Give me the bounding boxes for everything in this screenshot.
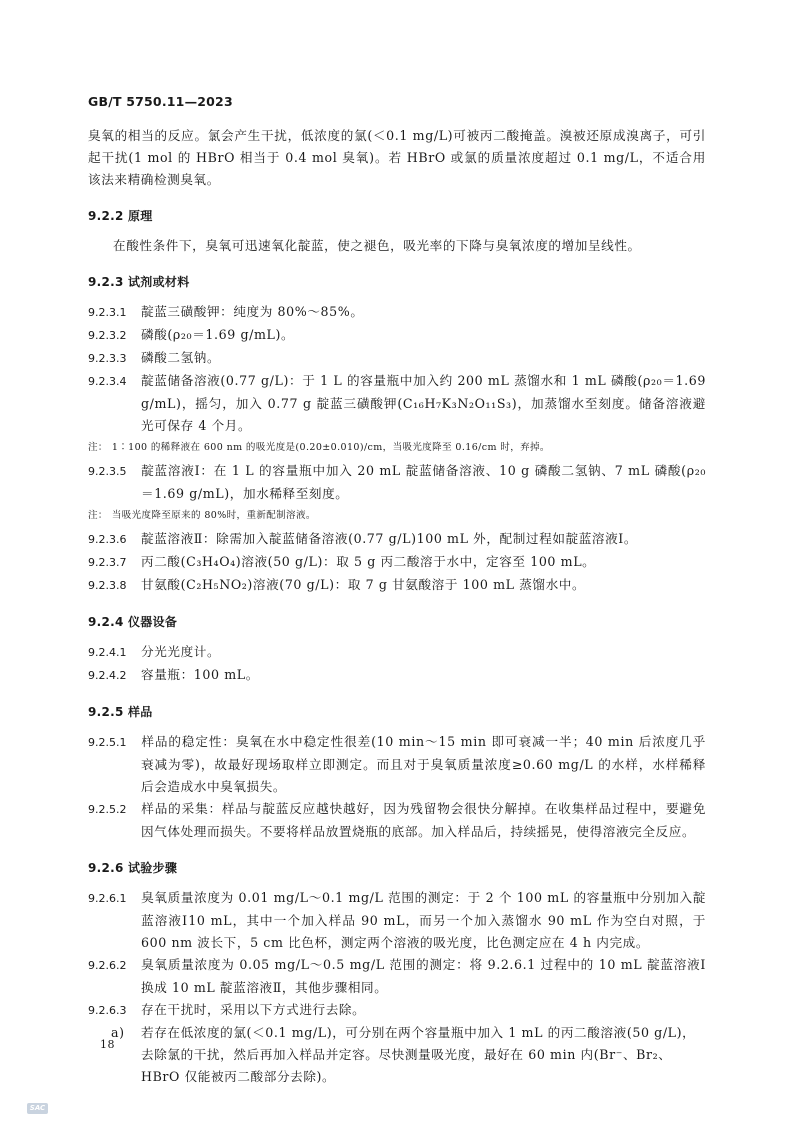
section-title: 样品 — [128, 705, 153, 719]
intro-paragraph: 臭氧的相当的反应。氯会产生干扰，低浓度的氯(＜0.1 mg/L)可被丙二酸掩盖。溴被还原成溴离子，可引起干扰(1 mol 的 HBrO 相当于 0.4 mol 臭氧)。若 HBrO 或氯的质量浓度超过 0.1 mg/L，不适合用该法来精确检测臭氧。 — [88, 128, 706, 187]
note — [88, 507, 706, 525]
clause-text: 靛蓝储备溶液(0.77 g/L)：于 1 L 的容量瓶中加入约 200 mL 蒸馏水和 1 mL 磷酸(ρ₂₀＝1.69 g/mL)，摇匀，加入 0.77 g 靛蓝三磺酸钾(C₁₆H₇K₃N₂O₁₁S₃)，加蒸馏水至刻度。储备溶液避光可保存 4 个月。 — [141, 373, 706, 433]
clause-item — [88, 574, 706, 597]
clause-item — [88, 324, 706, 347]
note-label: 注： — [88, 510, 108, 521]
clause-number: 9.2.3.6 — [88, 533, 127, 546]
section-title: 仪器设备 — [128, 615, 178, 629]
clause-text: 样品的稳定性：臭氧在水中稳定性很差(10 min～15 min 即可衰减一半；40 min 后浓度几乎衰减为零)，故最好现场取样立即测定。而且对于臭氧质量浓度≥0.60 mg/L 的水样，水样稀释后会造成水中臭氧损失。 — [141, 734, 706, 794]
clause-text: 分光光度计。 — [141, 644, 221, 659]
clause-text: 靛蓝溶液Ⅱ：除需加入靛蓝储备溶液(0.77 g/L)100 mL 外，配制过程如靛蓝溶液Ⅰ。 — [141, 531, 638, 546]
clause-item — [88, 954, 706, 999]
sac-logo-icon: SAC — [27, 1103, 48, 1114]
clause-number: 9.2.6.1 — [88, 892, 127, 905]
clause-text: 靛蓝溶液Ⅰ：在 1 L 的容量瓶中加入 20 mL 靛蓝储备溶液、10 g 磷酸二氢钠、7 mL 磷酸(ρ₂₀＝1.69 g/mL)，加水稀释至刻度。 — [141, 463, 706, 501]
clause-number: 9.2.5.2 — [88, 803, 127, 816]
clause-text: 存在干扰时，采用以下方式进行去除。 — [141, 1002, 366, 1017]
clause-item — [88, 301, 706, 324]
clause-item — [88, 999, 706, 1022]
section-title: 试剂或材料 — [128, 275, 190, 289]
sub-item-a — [88, 1022, 706, 1088]
section-title: 原理 — [128, 209, 153, 223]
section-heading-principle — [88, 205, 706, 227]
clause-number: 9.2.6.3 — [88, 1004, 127, 1017]
section-heading-reagents — [88, 271, 706, 293]
clause-number: 9.2.4.1 — [88, 646, 127, 659]
clause-text: 容量瓶：100 mL。 — [141, 667, 259, 682]
clause-item — [88, 460, 706, 505]
sub-item-marker: a) — [111, 1025, 125, 1040]
note-text: 1∶100 的稀释液在 600 nm 的吸光度是(0.20±0.010)/cm，当吸光度降至 0.16/cm 时，弃掉。 — [111, 442, 550, 453]
clause-text: 样品的采集：样品与靛蓝反应越快越好，因为残留物会很快分解掉。在收集样品过程中，要避免因气体处理而损失。不要将样品放置烧瓶的底部。加入样品后，持续摇晃，使得溶液完全反应。 — [141, 801, 706, 839]
sub-item-text: 若存在低浓度的氯(＜0.1 mg/L)，可分别在两个容量瓶中加入 1 mL 的丙二酸溶液(50 g/L)，去除氯的干扰，然后再加入样品并定容。尽快测量吸光度，最好在 60 min 内(Br⁻、Br₂、HBrO 仅能被丙二酸部分去除)。 — [141, 1025, 696, 1084]
section-number: 9.2.3 — [88, 275, 124, 289]
clause-text: 臭氧质量浓度为 0.01 mg/L～0.1 mg/L 范围的测定：于 2 个 100 mL 的容量瓶中分别加入靛蓝溶液Ⅰ10 mL，其中一个加入样品 90 mL，而另一个加入蒸馏水 90 mL 作为空白对照，于 600 nm 波长下，5 cm 比色杯，测定两个溶液的吸光度，比色测定应在 4 h 内完成。 — [141, 890, 706, 950]
clause-text: 磷酸(ρ₂₀＝1.69 g/mL)。 — [141, 327, 295, 342]
note — [88, 439, 706, 457]
clause-item — [88, 798, 706, 843]
principle-text: 在酸性条件下，臭氧可迅速氧化靛蓝，使之褪色，吸光率的下降与臭氧浓度的增加呈线性。 — [113, 238, 641, 253]
page-number: 18 — [100, 1038, 115, 1051]
clause-text: 磷酸二氢钠。 — [141, 350, 221, 365]
clause-number: 9.2.3.1 — [88, 306, 127, 319]
clause-item — [88, 347, 706, 370]
clause-item — [88, 370, 706, 437]
section-heading-samples — [88, 701, 706, 723]
clause-number: 9.2.3.3 — [88, 352, 127, 365]
clause-number: 9.2.3.4 — [88, 375, 127, 388]
section-number: 9.2.5 — [88, 705, 124, 719]
clause-item — [88, 551, 706, 574]
document-body — [88, 125, 706, 1088]
clause-number: 9.2.4.2 — [88, 669, 127, 682]
note-label: 注： — [88, 442, 108, 453]
clause-text: 靛蓝三磺酸钾：纯度为 80%～85%。 — [141, 304, 364, 319]
section-heading-apparatus — [88, 611, 706, 633]
clause-item — [88, 528, 706, 551]
clause-number: 9.2.3.7 — [88, 556, 127, 569]
clause-number: 9.2.6.2 — [88, 959, 127, 972]
section-number: 9.2.2 — [88, 209, 124, 223]
clause-number: 9.2.3.8 — [88, 579, 127, 592]
note-text: 当吸光度降至原来的 80%时，重新配制溶液。 — [111, 510, 316, 521]
clause-number: 9.2.3.2 — [88, 329, 127, 342]
clause-text: 甘氨酸(C₂H₅NO₂)溶液(70 g/L)：取 7 g 甘氨酸溶于 100 mL 蒸馏水中。 — [141, 577, 586, 592]
clause-item — [88, 664, 706, 687]
clause-item — [88, 887, 706, 954]
clause-number: 9.2.5.1 — [88, 736, 127, 749]
section-number: 9.2.6 — [88, 861, 124, 875]
clause-text: 丙二酸(C₃H₄O₄)溶液(50 g/L)：取 5 g 丙二酸溶于水中，定容至 100 mL。 — [141, 554, 596, 569]
section-heading-procedure — [88, 857, 706, 879]
section-title: 试验步骤 — [128, 861, 178, 875]
section-number: 9.2.4 — [88, 615, 124, 629]
clause-number: 9.2.3.5 — [88, 465, 127, 478]
standard-code-header: GB/T 5750.11—2023 — [88, 94, 233, 109]
clause-item — [88, 731, 706, 798]
clause-text: 臭氧质量浓度为 0.05 mg/L～0.5 mg/L 范围的测定：将 9.2.6.1 过程中的 10 mL 靛蓝溶液Ⅰ换成 10 mL 靛蓝溶液Ⅱ，其他步骤相同。 — [141, 957, 706, 995]
clause-item — [88, 641, 706, 664]
